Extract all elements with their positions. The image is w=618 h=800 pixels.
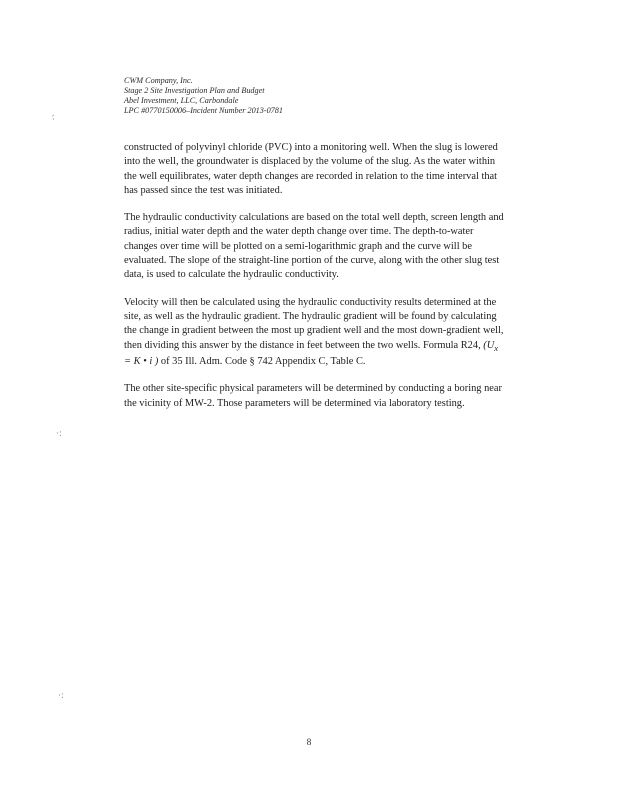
text-line: has passed since the test was initiated. (124, 184, 283, 196)
paragraph-hydraulic-conductivity (124, 211, 552, 282)
formula-citation: of 35 Ill. Adm. Code § 742 Appendix C, Table C. (158, 355, 366, 367)
text-line: evaluated. The slope of the straight-line portion of the curve, along with the other slug test (124, 255, 500, 267)
text-line: the vicinity of MW-2. Those parameters will be determined via laboratory testing. (124, 397, 465, 409)
document-header (124, 76, 424, 116)
text-line: into the well, the groundwater is displaced by the volume of the slug. As the water within (124, 156, 496, 168)
header-client: Abel Investment, LLC, Carbondale (124, 96, 239, 105)
text-line: Velocity will then be calculated using the hydraulic conductivity results determined at the (124, 296, 497, 308)
header-incident: LPC #0770150006–Incident Number 2013-0781 (124, 106, 283, 115)
text-line: site, as well as the hydraulic gradient. The hydraulic gradient will be found by calculating (124, 310, 497, 322)
formula-subscript: x (494, 342, 499, 353)
text-line: constructed of polyvinyl chloride (PVC) into a monitoring well. When the slug is lowered (124, 142, 498, 153)
paragraph-slug-test (124, 141, 552, 198)
document-body (124, 141, 552, 424)
formula-line-start: then dividing this answer by the distance in feet between the two wells. Formula R24, ($U_x$ (124, 339, 499, 353)
text-line: the change in gradient between the most up gradient well and the most down-gradient well, (124, 325, 504, 337)
paragraph-velocity (124, 296, 552, 370)
binder-hole-mark-bottom: ·: (58, 691, 64, 701)
paragraph-site-parameters (124, 382, 552, 411)
text-line: data, is used to calculate the hydraulic conductivity. (124, 269, 339, 281)
binder-hole-mark-top: ·́ (52, 115, 55, 125)
text-line: radius, initial water depth and the water depth change over time. The depth-to-water (124, 226, 474, 238)
page-number: 8 (306, 738, 312, 748)
formula-expression: = K • i ) (124, 355, 159, 367)
binder-hole-mark-middle: ·: (56, 429, 62, 439)
formula-line-end (124, 355, 552, 369)
text-line: The other site-specific physical parameters will be determined by conducting a boring near (124, 383, 502, 395)
header-company: CWM Company, Inc. (124, 76, 193, 85)
text-line: The hydraulic conductivity calculations are based on the total well depth, screen length and (124, 212, 504, 224)
header-plan-title: Stage 2 Site Investigation Plan and Budget (124, 86, 265, 95)
formula-open: (U (483, 339, 495, 351)
text-line: the well equilibrates, water depth changes are recorded in relation to the time interval that (124, 170, 498, 182)
text-line: changes over time will be plotted on a semi-logarithmic graph and the curve will be (124, 240, 472, 252)
